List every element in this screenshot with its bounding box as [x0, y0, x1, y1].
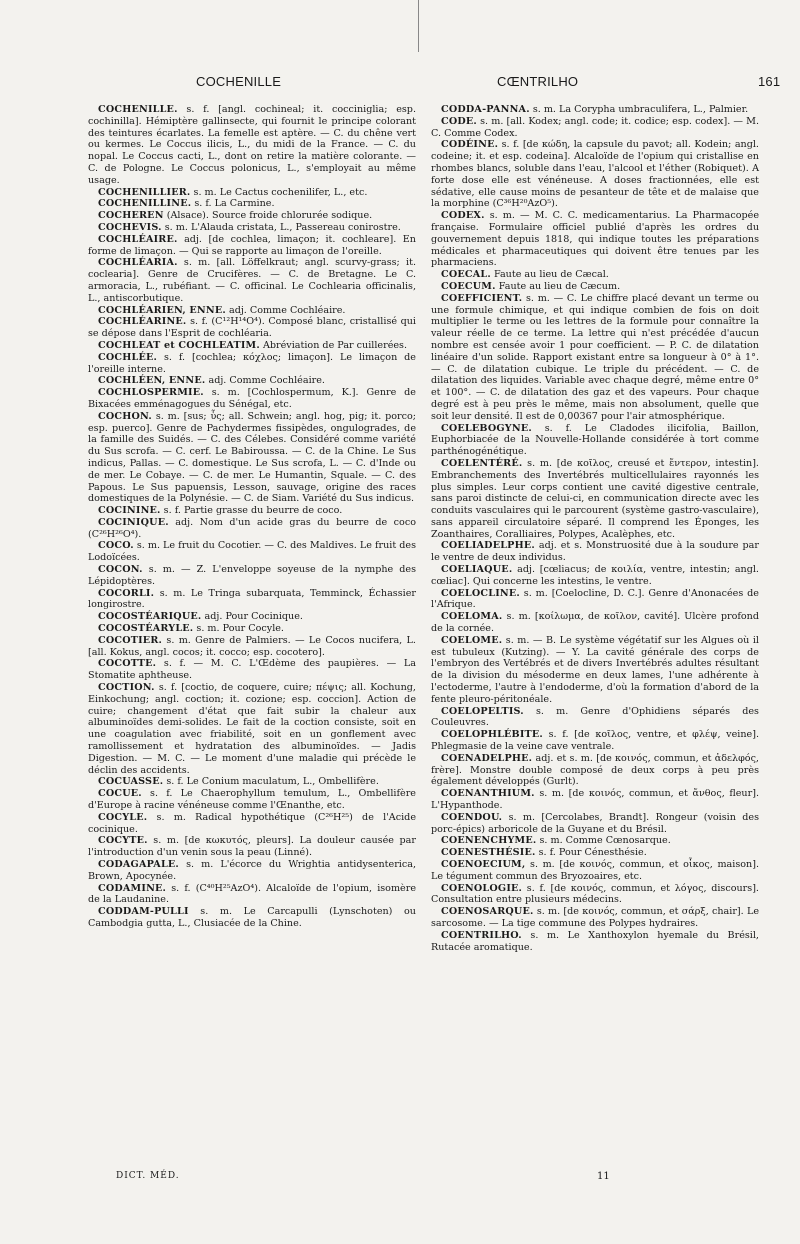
entry-definition: s. f. Pour Cénesthésie.: [538, 847, 647, 859]
entry-headword: COELOPELTIS.: [441, 705, 524, 717]
entry-definition: s. m. [Cercolabes, Brandt]. Rongeur (voisin des porc-épics) arboricole de la Guyane et du Brésil.: [431, 811, 759, 835]
page-number: 161: [758, 74, 781, 89]
entry-headword: COENADELPHE.: [441, 752, 533, 764]
entry-headword: COCHEVIS.: [98, 221, 162, 233]
dictionary-entry: [88, 352, 416, 376]
entry-definition: (Alsace). Source froide chlorurée sodique.: [166, 210, 373, 222]
entry-definition: Faute au lieu de Cæcum.: [498, 280, 621, 292]
entry-definition: s. m. Le fruit du Cocotier. — C. des Maldives. Le fruit des Lodoïcées.: [88, 540, 416, 564]
dictionary-entry: [431, 423, 759, 458]
entry-definition: s. m. La Corypha umbraculifera, L., Palmier.: [532, 104, 749, 115]
dictionary-entry: [431, 883, 759, 907]
dictionary-entry: [88, 611, 416, 623]
entry-headword: COCOSTÉARIQUE.: [98, 611, 202, 623]
dictionary-entry: [431, 139, 759, 210]
entry-definition: s. m. Genre de Palmiers. — Le Cocos nucifera, L. [all. Kokus, angl. cocos; it. cocco; esp. cocotero].: [88, 634, 416, 658]
entry-definition: s. m. [sus; ὗς; all. Schwein; angl. hog, pig; it. porco; esp. puerco]. Genre de Pachydermes fissipèdes, ongulogrades, de la famille des Suidés. — C. des Célebes. Considéré comme variété du Sus scrofa. — C. cerf. Le Babiroussa. — C. de la Chine. Le Sus indicus, Pallas. — C. domestique. Le Sus scrofa, L. — C. d'Inde ou de mer. Le Cobaye. — C. de mer. Le Humantin, Squale. — C. des Papous. Le Sus papuensis, Lesson, sauvage, origine des races domestiques de la Polynésie. — C. de Siam. Variété du Sus indicus.: [88, 410, 416, 505]
dictionary-entry: [431, 930, 759, 954]
entry-headword: COCHLÉE.: [98, 351, 158, 363]
entry-headword: COECAL.: [441, 269, 491, 281]
entry-definition: adj. Pour Cocinique.: [204, 611, 303, 623]
entry-definition: s. m. [Cochlospermum, K.]. Genre de Bixacées emménagogues du Sénégal, etc.: [88, 387, 416, 410]
entry-definition: s. m. [de κωκυτός, pleurs]. La douleur causée par l'introduction d'un venin sous la peau (Linné).: [88, 835, 416, 859]
entry-headword: COCHENILLIER.: [98, 186, 191, 198]
entry-headword: COCUASSE.: [98, 776, 164, 788]
entry-headword: COCO.: [98, 540, 134, 552]
entry-definition: s. m. Le Cactus cochenilifer, L., etc.: [193, 186, 368, 198]
entry-headword: COCHON.: [98, 410, 152, 422]
dictionary-entry: [88, 883, 416, 907]
dictionary-entry: [431, 812, 759, 836]
entry-headword: COELENTÉRÉ.: [441, 457, 523, 469]
dictionary-entry: [88, 682, 416, 776]
entry-headword: COCTION.: [98, 682, 155, 694]
dictionary-entry: [431, 729, 759, 753]
dictionary-entry: [431, 104, 759, 116]
entry-headword: COELEBOGYNE.: [441, 422, 532, 434]
entry-definition: adj. et s. m. [de κοινός, commun, et ἀδελφός, frère]. Monstre double composé de deux corps à peu près également développés (Gurlt).: [431, 752, 759, 788]
dictionary-entry: [88, 222, 416, 234]
sheet-signature: DICT. MÉD.: [116, 1171, 180, 1181]
entry-definition: s. m. [de κοινός, commun, et σάρξ, chair]. Le sarcosome. — La tige commune des Polypes hydraires.: [431, 906, 759, 929]
dictionary-entry: [431, 753, 759, 788]
entry-headword: COCOTTE.: [98, 658, 157, 670]
entry-headword: COENDOU.: [441, 811, 503, 823]
entry-definition: adj. Comme Cochléaire.: [208, 375, 325, 387]
dictionary-entry: [88, 540, 416, 564]
entry-definition: s. m. — B. Le système végétatif sur les Algues où il est tubuleux (Kutzing). — Y. La cavité générale des corps de l'embryon des Vertébrés et de divers Invertébrés adultes résultant de la division du mésoderme en deux lames, l'une adhérente à l'ectoderme, l'autre à l'endoderme, d'où la formation d'abord de la fente pleuro-péritonéale.: [431, 634, 759, 705]
dictionary-entry: [88, 340, 416, 352]
dictionary-entry: [431, 564, 759, 588]
entry-headword: COEFFICIENT.: [441, 292, 523, 304]
entry-headword: COELOMA.: [441, 611, 503, 623]
entry-headword: CODAGAPALE.: [98, 859, 179, 870]
dictionary-entry: [88, 387, 416, 411]
dictionary-entry: [431, 458, 759, 541]
dictionary-entry: [88, 316, 416, 340]
entry-headword: COELIAQUE.: [441, 564, 513, 576]
entry-definition: s. m. Genre d'Ophidiens séparés des Couleuvres.: [431, 705, 759, 729]
dictionary-entry: [88, 187, 416, 199]
dictionary-entry: [88, 210, 416, 222]
entry-definition: s. m. [de κοῖλος, creusé et ἔντερον, intestin]. Embranchements des Invertébrés multicellulaires rayonnés les plus simples. Leur corps contient une cavité digestive centrale, sans paroi distincte de celui-ci, en communication directe avec les conduits vasculaires qui le parcourent (système gastro-vasculaire), sans appareil circulatoire séparé. Il comprend les Éponges, les Zoanthaires, Coralliaires, Polypes, Acalèphes, etc.: [431, 457, 759, 540]
entry-definition: s. m. [all. Kodex; angl. code; it. codice; esp. codex]. — M. C. Comme Codex.: [431, 115, 759, 139]
entry-definition: s. f. Le Chaerophyllum temulum, L., Ombellifère d'Europe à racine vénéneuse comme l'Œnanthe, etc.: [88, 788, 416, 812]
dictionary-entry: [431, 788, 759, 812]
entry-headword: COCHENILLINE.: [98, 198, 192, 210]
dictionary-entry: [88, 257, 416, 304]
entry-headword: COCININE.: [98, 505, 161, 517]
entry-definition: s. m. Le Xanthoxylon hyemale du Brésil, Rutacée aromatique.: [431, 929, 759, 953]
dictionary-entry: [88, 859, 416, 883]
sheet-number: 11: [597, 1171, 610, 1182]
dictionary-entry: [88, 198, 416, 210]
dictionary-entry: [88, 812, 416, 836]
entry-headword: COENENCHYME.: [441, 835, 537, 847]
dictionary-entry: [431, 588, 759, 612]
entry-headword: COELOME.: [441, 634, 503, 646]
dictionary-entry: [431, 540, 759, 564]
entry-definition: s. m. [Coelocline, D. C.]. Genre d'Anonacées de l'Afrique.: [431, 587, 759, 611]
dictionary-entry: [88, 588, 416, 612]
entry-headword: COCHLEAT et COCHLEATIM.: [98, 339, 260, 351]
entry-definition: adj. Comme Cochléaire.: [228, 304, 346, 316]
entry-headword: COCHENILLE.: [98, 104, 178, 115]
entry-headword: CODDAM-PULLI: [98, 906, 189, 918]
entry-headword: COELIADELPHE.: [441, 540, 535, 552]
entry-definition: s. m. L'écorce du Wrightia antidysenterica, Brown, Apocynée.: [88, 859, 416, 882]
entry-headword: COCHLÉEN, ENNE.: [98, 375, 206, 387]
entry-definition: s. f. [de κώδη, la capsule du pavot; all. Kodein; angl. codeine; it. et esp. codeina]. Alcaloïde de l'opium qui cristallise en rhombes blancs, soluble dans l'eau, l'alcool et l'éther (Robiquet). A forte dose elle est vénéneuse. A doses fractionnées, elle est sédative, elle cause moins de pesanteur de tête et de malaise que la morphine (C³⁶H²⁰AzO⁵).: [431, 139, 759, 210]
entry-definition: s. f. [cochlea; κόχλος; limaçon]. Le limaçon de l'oreille interne.: [88, 351, 416, 375]
entry-definition: s. f. [de κοῖλος, ventre, et φλέψ, veine]. Phlegmasie de la veine cave ventrale.: [431, 729, 759, 753]
entry-headword: COCHLOSPERMIE.: [98, 387, 204, 399]
dictionary-entry: [431, 611, 759, 635]
running-head-right: CŒNTRILHO: [497, 74, 579, 89]
entry-headword: COCHLÉARINE.: [98, 316, 187, 328]
entry-headword: CODAMINE.: [98, 882, 167, 894]
dictionary-entry: [431, 269, 759, 281]
dictionary-entry: [431, 706, 759, 730]
entry-headword: COCYLE.: [98, 811, 148, 823]
entry-definition: s. m. Radical hypothétique (C²⁶H²⁵) de l'Acide cocinique.: [88, 811, 416, 835]
dictionary-entry: [88, 623, 416, 635]
entry-headword: COENTRILHO.: [441, 929, 522, 941]
entry-definition: s. m. Pour Cocyle.: [196, 623, 284, 635]
entry-definition: s. m. — C. Le chiffre placé devant un terme ou une formule chimique, et qui indique combien de fois on doit multiplier le terme ou les lettres de la formule pour connaître la valeur réelle de ce terme. La lettre qui n'est précédée d'aucun nombre est censée avoir 1 pour coefficient. — P. C. de dilatation linéaire d'un solide. Rapport existant entre sa longueur à 0° à 1°. — C. de dilatation cubique. Le triple du précédent. — C. de dilatation des liquides. Variable avec chaque degré, même entre 0° et 100°. — C. de dilatation des gaz et des vapeurs. Pour chaque degré est à peu près le même, mais non absolument, quelle que soit leur densité. Il est de 0,00367 pour l'air atmosphérique.: [431, 292, 759, 422]
dictionary-entry: [431, 847, 759, 859]
entry-definition: s. m. Le Tringa subarquata, Temminck, Échassier longirostre.: [88, 587, 416, 611]
entry-definition: s. f. — M. C. L'Œdème des paupières. — La Stomatite aphtheuse.: [88, 658, 416, 682]
entry-headword: COENOECIUM,: [441, 859, 526, 870]
dictionary-entry: [88, 906, 416, 930]
dictionary-entry: [431, 293, 759, 423]
entry-headword: COCORLI.: [98, 587, 155, 599]
entry-definition: s. f. [angl. cochineal; it. cocciniglia; esp. cochinilla]. Hémiptère gallinsecte, qui fournit le principe colorant des teintures écarlates. La femelle est aptère. — C. du chêne vert ou kermes. Le Coccus ilicis, L., du midi de la France. — C. du nopal. Le Coccus cacti, L., dont on retire la matière colorante. — C. de Pologne. Le Coccus polonicus, L., s'employait au même usage.: [88, 104, 416, 186]
entry-definition: Abréviation de Par cuillerées.: [262, 339, 408, 351]
dictionary-entry: [431, 835, 759, 847]
entry-definition: s. f. Le Conium maculatum, L., Ombellifère.: [166, 776, 379, 788]
entry-definition: Faute au lieu de Cæcal.: [493, 269, 609, 281]
dictionary-entry: [88, 776, 416, 788]
entry-headword: COENESTHÉSIE.: [441, 847, 536, 859]
left-column: [88, 104, 416, 930]
dictionary-entry: [88, 505, 416, 517]
entry-definition: s. f. Le Cladodes ilicifolia, Baillon, Euphorbiacée de la Nouvelle-Hollande considérée à tort comme parthénogénétique.: [431, 422, 759, 458]
entry-headword: COELOCLINE.: [441, 587, 520, 599]
entry-headword: COENOLOGIE.: [441, 882, 523, 894]
entry-definition: adj. Nom d'un acide gras du beurre de coco (C²⁶H²⁶O⁴).: [88, 516, 416, 540]
entry-definition: s. m. Comme Cœnosarque.: [539, 835, 671, 847]
entry-headword: COECUM.: [441, 280, 496, 292]
right-column: [431, 104, 759, 953]
entry-definition: s. m. [de κοινός, commun, et ἄνθος, fleur]. L'Hypanthode.: [431, 788, 759, 812]
dictionary-entry: [88, 635, 416, 659]
entry-definition: s. m. [de κοινός, commun, et οἶκος, maison]. Le tégument commun des Bryozoaires, etc.: [431, 859, 759, 882]
entry-headword: COCOTIER.: [98, 634, 163, 646]
running-head-left: COCHENILLE: [196, 74, 282, 89]
dictionary-entry: [431, 859, 759, 883]
entry-definition: adj. et s. Monstruosité due à la soudure par le ventre de deux individus.: [431, 540, 759, 564]
entry-definition: adj. [cœliacus; de κοιλία, ventre, intestin; angl. cœliac]. Qui concerne les intestins, le ventre.: [431, 564, 759, 587]
entry-headword: COCOSTÉARYLE.: [98, 623, 194, 635]
entry-definition: s. m. — M. C. C. medicamentarius. La Pharmacopée française. Formulaire officiel publié d'après les ordres du gouvernement depuis 1818, qui indique toutes les préparations médicales et pharmaceutiques qui doivent être tenues par les pharmaciens.: [431, 210, 759, 269]
entry-definition: s. f. La Carmine.: [194, 198, 275, 210]
entry-definition: s. m. Le Carcapulli (Lynschoten) ou Cambodgia gutta, L., Clusiacée de la Chine.: [88, 906, 416, 929]
entry-headword: CODE.: [441, 115, 477, 127]
dictionary-entry: [431, 210, 759, 269]
dictionary-entry: [88, 305, 416, 317]
entry-headword: CODDA-PANNA.: [441, 104, 530, 115]
entry-definition: s. m. L'Alauda cristata, L., Passereau conirostre.: [164, 221, 401, 233]
entry-headword: COENANTHIUM.: [441, 788, 535, 800]
entry-definition: s. m. — Z. L'enveloppe soyeuse de la nymphe des Lépidoptères.: [88, 564, 416, 587]
entry-headword: COCYTE.: [98, 835, 148, 847]
entry-headword: COCHEREN: [98, 210, 164, 222]
entry-headword: COCHLÉARIA.: [98, 257, 178, 269]
entry-headword: COELOPHLÉBITE.: [441, 729, 543, 741]
entry-headword: COCHLÉARIEN, ENNE.: [98, 304, 226, 316]
entry-definition: s. f. (C¹²H¹⁴O⁴). Composé blanc, cristallisé qui se dépose dans l'Esprit de cochléaria.: [88, 316, 416, 340]
entry-headword: COENOSARQUE.: [441, 906, 534, 918]
entry-definition: s. f. (C⁴⁰H²⁵AzO⁴). Alcaloïde de l'opium, isomère de la Laudanine.: [88, 882, 417, 906]
entry-definition: s. m. [κοίλωμα, de κοῖλον, cavité]. Ulcère profond de la cornée.: [431, 611, 759, 635]
dictionary-entry: [88, 564, 416, 588]
dictionary-entry: [88, 234, 416, 258]
dictionary-entry: [88, 517, 416, 541]
dictionary-entry: [88, 658, 416, 682]
dictionary-entry: [431, 116, 759, 140]
entry-headword: COCON.: [98, 564, 143, 576]
dictionary-entry: [88, 104, 416, 187]
entry-headword: CODEX.: [441, 210, 485, 222]
entry-headword: COCUE.: [98, 788, 142, 800]
entry-definition: s. f. [de κοινός, commun, et λόγος, discours]. Consultation entre plusieurs médecins.: [431, 882, 759, 906]
entry-definition: s. f. [coctio, de coquere, cuire; πέψις; all. Kochung, Einkochung; angl. coction; it. cozione; esp. coccion]. Action de cuire; changement d'état que fait subir la chaleur aux albuminoïdes demi-solides. Le fait de la coction consiste, soit en une coagulation avec friabilité, soit en un gonflement avec ramollissement et hydratation des albuminoïdes. — Jadis Digestion. — M. C. — Le moment d'une maladie qui précède le déclin des accidents.: [88, 682, 416, 776]
entry-headword: CODÉINE.: [441, 139, 499, 151]
dictionary-entry: [431, 635, 759, 706]
entry-definition: s. m. [all. Löffelkraut; angl. scurvy-grass; it. coclearia]. Genre de Crucifères. — C. de Bretagne. Le C. armoracia, L., rubéfiant. — C. officinal. Le Cochlearia officinalis, L., antiscorbutique.: [88, 257, 416, 304]
dictionary-entry: [431, 906, 759, 930]
scan-fold-mark: [418, 0, 419, 52]
entry-definition: s. f. Partie grasse du beurre de coco.: [163, 505, 343, 517]
entry-headword: COCHLÉAIRE.: [98, 233, 178, 245]
entry-definition: adj. [de cochlea, limaçon; it. cochleare]. En forme de limaçon. — Qui se rapporte au limaçon de l'oreille.: [88, 233, 416, 257]
entry-headword: COCINIQUE.: [98, 516, 169, 528]
dictionary-entry: [88, 375, 416, 387]
dictionary-entry: [88, 788, 416, 812]
dictionary-entry: [431, 281, 759, 293]
dictionary-entry: [88, 835, 416, 859]
dictionary-entry: [88, 411, 416, 505]
